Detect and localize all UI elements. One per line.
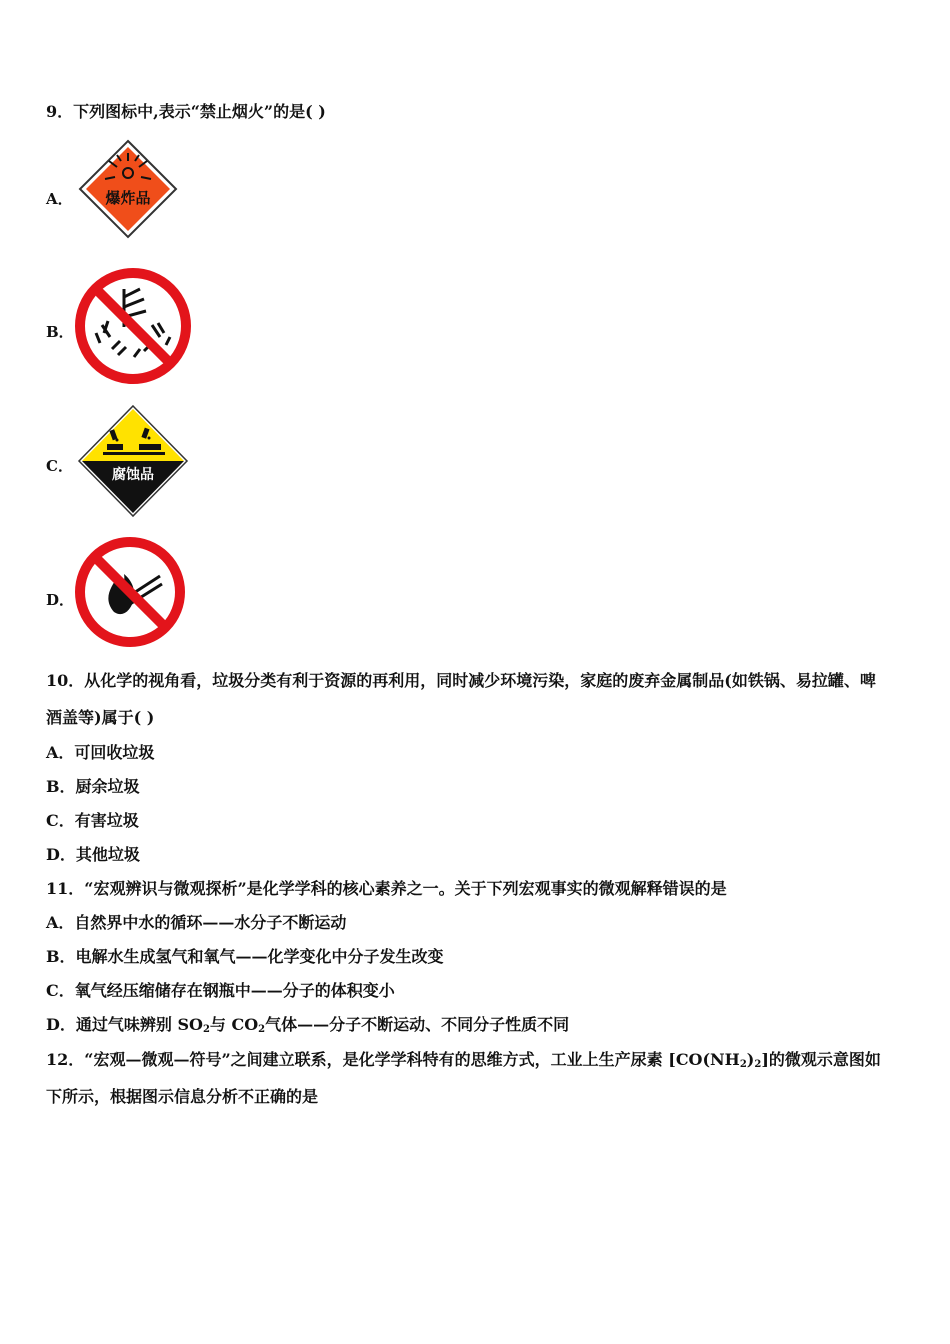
question-11-stem: 11．“宏观辨识与微观探析”是化学学科的核心素养之一。关于下列宏观事实的微观解释错误的是 — [46, 879, 727, 898]
q11-option-c: C．氧气经压缩储存在钢瓶中——分子的体积变小 — [46, 981, 395, 1000]
no-fireworks-icon — [74, 267, 192, 389]
q11-option-d: D．通过气味辨别 $SO_2$与 $CO_2$气体——分子不断运动、不同分子性质不同 — [46, 1015, 570, 1035]
q10-option-b: B．厨余垃圾 — [46, 777, 140, 796]
corrosive-hazard-icon — [77, 404, 189, 522]
option-a-label: A． — [46, 190, 73, 208]
q11-option-a: A．自然界中水的循环——水分子不断运动 — [46, 913, 347, 932]
explosive-hazard-icon — [77, 139, 179, 243]
option-b-label: B． — [46, 323, 74, 341]
option-c-label: C． — [46, 457, 73, 475]
question-10-stem-line1: 10．从化学的视角看，垃圾分类有利于资源的再利用，同时减少环境污染，家庭的废弃金属制品(如铁锅、易拉罐、啤 — [46, 671, 876, 690]
q10-option-c: C．有害垃圾 — [46, 811, 139, 830]
q11-option-b: B．电解水生成氢气和氧气——化学变化中分子发生改变 — [46, 947, 444, 966]
q10-option-a: A．可回收垃圾 — [46, 743, 155, 762]
question-12-stem-line2: 下所示，根据图示信息分析不正确的是 — [46, 1087, 319, 1106]
question-9-stem: 9．下列图标中,表示“禁止烟火”的是( ) — [46, 102, 326, 121]
explosive-label: 爆炸品 — [105, 189, 151, 207]
q10-option-d: D．其他垃圾 — [46, 845, 140, 864]
corrosive-label: 腐蚀品 — [112, 467, 154, 483]
question-12-stem-line1: 12．“宏观—微观—符号”之间建立联系，是化学学科特有的思维方式，工业上生产尿素 $[CO(NH_2)_2]$的微观示意图如 — [46, 1050, 881, 1070]
no-open-flame-icon — [74, 536, 186, 652]
option-d-label: D． — [46, 591, 75, 609]
question-10-stem-line2: 酒盖等)属于( ) — [46, 708, 155, 727]
